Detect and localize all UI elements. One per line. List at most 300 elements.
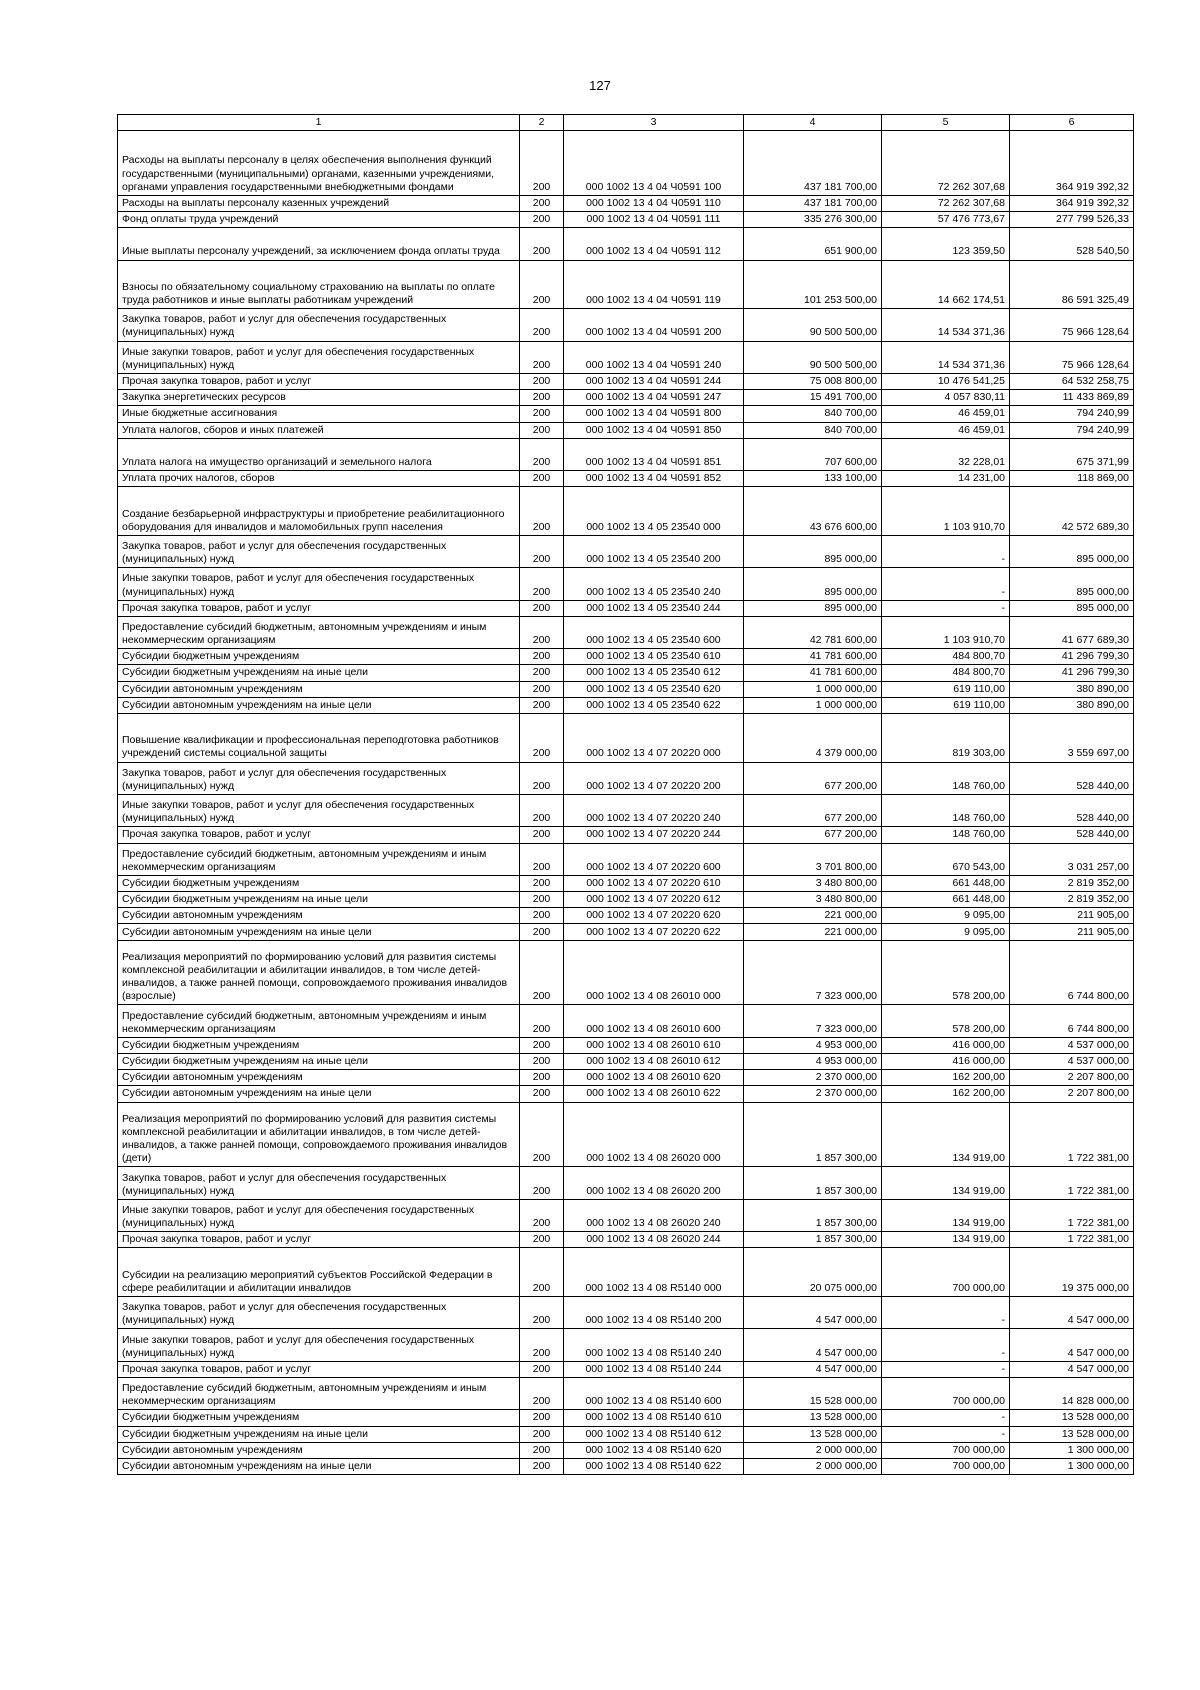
row-name-cell: Прочая закупка товаров, работ и услуг <box>118 373 520 389</box>
row-line-code-cell: 200 <box>520 390 564 406</box>
row-approved-amount-cell: 1 000 000,00 <box>744 697 882 713</box>
row-classification-code-cell: 000 1002 13 4 08 26020 240 <box>564 1199 744 1231</box>
row-approved-amount-cell: 90 500 500,00 <box>744 341 882 373</box>
column-header: 5 <box>882 115 1010 131</box>
row-approved-amount-cell: 895 000,00 <box>744 568 882 600</box>
row-classification-code-cell: 000 1002 13 4 05 23540 612 <box>564 665 744 681</box>
row-classification-code-cell: 000 1002 13 4 08 R5140 000 <box>564 1248 744 1297</box>
table-row <box>118 1458 1134 1474</box>
table-row <box>118 373 1134 389</box>
row-executed-amount-cell: - <box>882 1410 1010 1426</box>
row-name-cell: Предоставление субсидий бюджетным, автономным учреждениям и иным некоммерческим организациям <box>118 1377 520 1409</box>
row-approved-amount-cell: 437 181 700,00 <box>744 131 882 196</box>
row-remaining-amount-cell: 118 869,00 <box>1010 471 1134 487</box>
row-remaining-amount-cell: 3 559 697,00 <box>1010 713 1134 762</box>
row-line-code-cell: 200 <box>520 1167 564 1199</box>
page-number: 127 <box>589 78 611 93</box>
row-name-cell: Прочая закупка товаров, работ и услуг <box>118 600 520 616</box>
row-executed-amount-cell: 72 262 307,68 <box>882 195 1010 211</box>
row-name-cell: Иные закупки товаров, работ и услуг для обеспечения государственных (муниципальных) нужд <box>118 794 520 826</box>
row-name-cell: Закупка товаров, работ и услуг для обеспечения государственных (муниципальных) нужд <box>118 762 520 794</box>
row-classification-code-cell: 000 1002 13 4 07 20220 622 <box>564 924 744 940</box>
table-row <box>118 568 1134 600</box>
table-row <box>118 924 1134 940</box>
row-line-code-cell: 200 <box>520 1329 564 1361</box>
row-name-cell: Субсидии автономным учреждениям на иные цели <box>118 1086 520 1102</box>
row-line-code-cell: 200 <box>520 535 564 567</box>
row-remaining-amount-cell: 42 572 689,30 <box>1010 487 1134 536</box>
row-approved-amount-cell: 3 701 800,00 <box>744 843 882 875</box>
table-row <box>118 341 1134 373</box>
row-name-cell: Субсидии бюджетным учреждениям <box>118 1410 520 1426</box>
row-remaining-amount-cell: 6 744 800,00 <box>1010 1005 1134 1037</box>
column-header: 1 <box>118 115 520 131</box>
table-row <box>118 1054 1134 1070</box>
row-executed-amount-cell: 700 000,00 <box>882 1248 1010 1297</box>
row-classification-code-cell: 000 1002 13 4 04 Ч0591 800 <box>564 406 744 422</box>
row-line-code-cell: 200 <box>520 1086 564 1102</box>
row-remaining-amount-cell: 4 547 000,00 <box>1010 1296 1134 1328</box>
row-approved-amount-cell: 3 480 800,00 <box>744 875 882 891</box>
row-name-cell: Субсидии автономным учреждениям на иные цели <box>118 924 520 940</box>
row-classification-code-cell: 000 1002 13 4 05 23540 000 <box>564 487 744 536</box>
row-name-cell: Субсидии автономным учреждениям на иные цели <box>118 1458 520 1474</box>
row-classification-code-cell: 000 1002 13 4 07 20220 610 <box>564 875 744 891</box>
row-classification-code-cell: 000 1002 13 4 07 20220 000 <box>564 713 744 762</box>
row-executed-amount-cell: 416 000,00 <box>882 1054 1010 1070</box>
row-line-code-cell: 200 <box>520 762 564 794</box>
row-remaining-amount-cell: 13 528 000,00 <box>1010 1410 1134 1426</box>
row-approved-amount-cell: 13 528 000,00 <box>744 1426 882 1442</box>
row-name-cell: Закупка товаров, работ и услуг для обеспечения государственных (муниципальных) нужд <box>118 1296 520 1328</box>
row-approved-amount-cell: 1 857 300,00 <box>744 1199 882 1231</box>
row-name-cell: Повышение квалификации и профессиональная переподготовка работников учреждений системы социальной защиты <box>118 713 520 762</box>
row-approved-amount-cell: 41 781 600,00 <box>744 649 882 665</box>
row-line-code-cell: 200 <box>520 843 564 875</box>
table-row <box>118 195 1134 211</box>
row-remaining-amount-cell: 1 722 381,00 <box>1010 1102 1134 1167</box>
row-executed-amount-cell: - <box>882 1361 1010 1377</box>
row-classification-code-cell: 000 1002 13 4 04 Ч0591 111 <box>564 211 744 227</box>
row-line-code-cell: 200 <box>520 131 564 196</box>
row-executed-amount-cell: - <box>882 1426 1010 1442</box>
row-line-code-cell: 200 <box>520 438 564 470</box>
row-approved-amount-cell: 1 000 000,00 <box>744 681 882 697</box>
row-approved-amount-cell: 133 100,00 <box>744 471 882 487</box>
row-remaining-amount-cell: 6 744 800,00 <box>1010 940 1134 1005</box>
row-line-code-cell: 200 <box>520 713 564 762</box>
row-classification-code-cell: 000 1002 13 4 08 26010 622 <box>564 1086 744 1102</box>
table-row <box>118 1426 1134 1442</box>
table-row <box>118 827 1134 843</box>
table-header-row <box>118 115 1134 131</box>
row-approved-amount-cell: 4 547 000,00 <box>744 1329 882 1361</box>
row-executed-amount-cell: - <box>882 568 1010 600</box>
table-row <box>118 908 1134 924</box>
row-line-code-cell: 200 <box>520 1458 564 1474</box>
table-body <box>118 131 1134 1475</box>
row-executed-amount-cell: 9 095,00 <box>882 924 1010 940</box>
row-remaining-amount-cell: 64 532 258,75 <box>1010 373 1134 389</box>
row-approved-amount-cell: 1 857 300,00 <box>744 1167 882 1199</box>
row-executed-amount-cell: 134 919,00 <box>882 1232 1010 1248</box>
table-row <box>118 713 1134 762</box>
row-name-cell: Предоставление субсидий бюджетным, автономным учреждениям и иным некоммерческим организациям <box>118 616 520 648</box>
row-line-code-cell: 200 <box>520 406 564 422</box>
table-row <box>118 843 1134 875</box>
row-name-cell: Закупка энергетических ресурсов <box>118 390 520 406</box>
row-remaining-amount-cell: 528 440,00 <box>1010 827 1134 843</box>
column-header: 4 <box>744 115 882 131</box>
row-executed-amount-cell: 10 476 541,25 <box>882 373 1010 389</box>
row-approved-amount-cell: 707 600,00 <box>744 438 882 470</box>
row-remaining-amount-cell: 675 371,99 <box>1010 438 1134 470</box>
row-remaining-amount-cell: 75 966 128,64 <box>1010 309 1134 341</box>
row-executed-amount-cell: - <box>882 535 1010 567</box>
row-approved-amount-cell: 2 000 000,00 <box>744 1442 882 1458</box>
row-approved-amount-cell: 4 547 000,00 <box>744 1296 882 1328</box>
row-executed-amount-cell: 123 359,50 <box>882 228 1010 260</box>
row-name-cell: Предоставление субсидий бюджетным, автономным учреждениям и иным некоммерческим организациям <box>118 1005 520 1037</box>
row-classification-code-cell: 000 1002 13 4 04 Ч0591 200 <box>564 309 744 341</box>
row-name-cell: Иные закупки товаров, работ и услуг для обеспечения государственных (муниципальных) нужд <box>118 568 520 600</box>
row-remaining-amount-cell: 2 819 352,00 <box>1010 892 1134 908</box>
row-line-code-cell: 200 <box>520 195 564 211</box>
row-remaining-amount-cell: 794 240,99 <box>1010 422 1134 438</box>
row-executed-amount-cell: 9 095,00 <box>882 908 1010 924</box>
table-row <box>118 131 1134 196</box>
row-line-code-cell: 200 <box>520 827 564 843</box>
row-approved-amount-cell: 895 000,00 <box>744 600 882 616</box>
row-remaining-amount-cell: 4 547 000,00 <box>1010 1361 1134 1377</box>
table-row <box>118 600 1134 616</box>
row-executed-amount-cell: 661 448,00 <box>882 892 1010 908</box>
row-executed-amount-cell: 148 760,00 <box>882 794 1010 826</box>
row-remaining-amount-cell: 4 537 000,00 <box>1010 1037 1134 1053</box>
row-remaining-amount-cell: 1 722 381,00 <box>1010 1232 1134 1248</box>
row-approved-amount-cell: 41 781 600,00 <box>744 665 882 681</box>
row-executed-amount-cell: 46 459,01 <box>882 422 1010 438</box>
row-line-code-cell: 200 <box>520 1410 564 1426</box>
row-line-code-cell: 200 <box>520 908 564 924</box>
row-name-cell: Субсидии автономным учреждениям <box>118 1070 520 1086</box>
table-row <box>118 665 1134 681</box>
row-classification-code-cell: 000 1002 13 4 08 26010 610 <box>564 1037 744 1053</box>
row-classification-code-cell: 000 1002 13 4 08 R5140 612 <box>564 1426 744 1442</box>
row-name-cell: Расходы на выплаты персоналу в целях обеспечения выполнения функций государственными (муниципальными) органами, казенными учреждениями, органами управления государственными внебюджетными фондами <box>118 131 520 196</box>
row-approved-amount-cell: 3 480 800,00 <box>744 892 882 908</box>
row-remaining-amount-cell: 528 440,00 <box>1010 794 1134 826</box>
row-classification-code-cell: 000 1002 13 4 07 20220 200 <box>564 762 744 794</box>
row-classification-code-cell: 000 1002 13 4 05 23540 610 <box>564 649 744 665</box>
row-name-cell: Субсидии бюджетным учреждениям <box>118 1037 520 1053</box>
row-remaining-amount-cell: 14 828 000,00 <box>1010 1377 1134 1409</box>
row-classification-code-cell: 000 1002 13 4 07 20220 612 <box>564 892 744 908</box>
table-row <box>118 892 1134 908</box>
row-approved-amount-cell: 2 370 000,00 <box>744 1070 882 1086</box>
row-executed-amount-cell: 46 459,01 <box>882 406 1010 422</box>
table-row <box>118 260 1134 309</box>
row-remaining-amount-cell: 364 919 392,32 <box>1010 131 1134 196</box>
row-classification-code-cell: 000 1002 13 4 08 26020 000 <box>564 1102 744 1167</box>
row-name-cell: Субсидии автономным учреждениям <box>118 1442 520 1458</box>
row-line-code-cell: 200 <box>520 471 564 487</box>
row-name-cell: Субсидии на реализацию мероприятий субъектов Российской Федерации в сфере реабилитации и абилитации инвалидов <box>118 1248 520 1297</box>
row-line-code-cell: 200 <box>520 1296 564 1328</box>
row-classification-code-cell: 000 1002 13 4 07 20220 620 <box>564 908 744 924</box>
table-row <box>118 1442 1134 1458</box>
row-approved-amount-cell: 75 008 800,00 <box>744 373 882 389</box>
row-remaining-amount-cell: 1 722 381,00 <box>1010 1167 1134 1199</box>
table-row <box>118 1037 1134 1053</box>
row-line-code-cell: 200 <box>520 794 564 826</box>
row-remaining-amount-cell: 41 296 799,30 <box>1010 665 1134 681</box>
row-executed-amount-cell: 148 760,00 <box>882 762 1010 794</box>
row-classification-code-cell: 000 1002 13 4 05 23540 600 <box>564 616 744 648</box>
row-remaining-amount-cell: 364 919 392,32 <box>1010 195 1134 211</box>
row-name-cell: Иные закупки товаров, работ и услуг для обеспечения государственных (муниципальных) нужд <box>118 1329 520 1361</box>
row-remaining-amount-cell: 4 537 000,00 <box>1010 1054 1134 1070</box>
row-approved-amount-cell: 677 200,00 <box>744 827 882 843</box>
table-row <box>118 422 1134 438</box>
row-executed-amount-cell: 4 057 830,11 <box>882 390 1010 406</box>
table-row <box>118 1248 1134 1297</box>
row-name-cell: Субсидии автономным учреждениям на иные цели <box>118 697 520 713</box>
row-remaining-amount-cell: 41 296 799,30 <box>1010 649 1134 665</box>
budget-execution-table <box>117 114 1134 1475</box>
row-approved-amount-cell: 221 000,00 <box>744 924 882 940</box>
row-name-cell: Уплата прочих налогов, сборов <box>118 471 520 487</box>
row-remaining-amount-cell: 1 300 000,00 <box>1010 1458 1134 1474</box>
row-line-code-cell: 200 <box>520 1102 564 1167</box>
table-row <box>118 681 1134 697</box>
row-executed-amount-cell: 819 303,00 <box>882 713 1010 762</box>
row-line-code-cell: 200 <box>520 309 564 341</box>
row-name-cell: Прочая закупка товаров, работ и услуг <box>118 1232 520 1248</box>
row-remaining-amount-cell: 3 031 257,00 <box>1010 843 1134 875</box>
row-classification-code-cell: 000 1002 13 4 07 20220 244 <box>564 827 744 843</box>
row-name-cell: Закупка товаров, работ и услуг для обеспечения государственных (муниципальных) нужд <box>118 535 520 567</box>
row-executed-amount-cell: 484 800,70 <box>882 665 1010 681</box>
row-approved-amount-cell: 2 370 000,00 <box>744 1086 882 1102</box>
row-line-code-cell: 200 <box>520 1232 564 1248</box>
row-executed-amount-cell: 57 476 773,67 <box>882 211 1010 227</box>
row-approved-amount-cell: 677 200,00 <box>744 762 882 794</box>
row-line-code-cell: 200 <box>520 665 564 681</box>
row-approved-amount-cell: 20 075 000,00 <box>744 1248 882 1297</box>
row-name-cell: Субсидии бюджетным учреждениям на иные цели <box>118 665 520 681</box>
column-header: 2 <box>520 115 564 131</box>
row-approved-amount-cell: 335 276 300,00 <box>744 211 882 227</box>
row-classification-code-cell: 000 1002 13 4 04 Ч0591 247 <box>564 390 744 406</box>
row-executed-amount-cell: 14 534 371,36 <box>882 309 1010 341</box>
row-approved-amount-cell: 840 700,00 <box>744 406 882 422</box>
row-name-cell: Иные закупки товаров, работ и услуг для обеспечения государственных (муниципальных) нужд <box>118 341 520 373</box>
row-approved-amount-cell: 42 781 600,00 <box>744 616 882 648</box>
row-approved-amount-cell: 101 253 500,00 <box>744 260 882 309</box>
row-name-cell: Уплата налогов, сборов и иных платежей <box>118 422 520 438</box>
row-line-code-cell: 200 <box>520 1248 564 1297</box>
row-line-code-cell: 200 <box>520 228 564 260</box>
row-executed-amount-cell: 1 103 910,70 <box>882 616 1010 648</box>
row-approved-amount-cell: 7 323 000,00 <box>744 940 882 1005</box>
table-row <box>118 649 1134 665</box>
row-line-code-cell: 200 <box>520 422 564 438</box>
row-name-cell: Иные выплаты персоналу учреждений, за исключением фонда оплаты труда <box>118 228 520 260</box>
row-remaining-amount-cell: 13 528 000,00 <box>1010 1426 1134 1442</box>
row-line-code-cell: 200 <box>520 681 564 697</box>
row-classification-code-cell: 000 1002 13 4 04 Ч0591 852 <box>564 471 744 487</box>
table-row <box>118 794 1134 826</box>
row-name-cell: Прочая закупка товаров, работ и услуг <box>118 827 520 843</box>
row-executed-amount-cell: 619 110,00 <box>882 681 1010 697</box>
row-line-code-cell: 200 <box>520 649 564 665</box>
row-executed-amount-cell: 1 103 910,70 <box>882 487 1010 536</box>
table-row <box>118 1410 1134 1426</box>
table-row <box>118 1232 1134 1248</box>
row-remaining-amount-cell: 528 540,50 <box>1010 228 1134 260</box>
row-executed-amount-cell: - <box>882 1296 1010 1328</box>
table-row <box>118 1199 1134 1231</box>
row-name-cell: Закупка товаров, работ и услуг для обеспечения государственных (муниципальных) нужд <box>118 309 520 341</box>
table-row <box>118 1102 1134 1167</box>
row-approved-amount-cell: 651 900,00 <box>744 228 882 260</box>
row-classification-code-cell: 000 1002 13 4 04 Ч0591 119 <box>564 260 744 309</box>
row-approved-amount-cell: 1 857 300,00 <box>744 1102 882 1167</box>
row-approved-amount-cell: 1 857 300,00 <box>744 1232 882 1248</box>
row-classification-code-cell: 000 1002 13 4 08 26010 620 <box>564 1070 744 1086</box>
row-remaining-amount-cell: 2 207 800,00 <box>1010 1070 1134 1086</box>
row-remaining-amount-cell: 528 440,00 <box>1010 762 1134 794</box>
table-row <box>118 1361 1134 1377</box>
row-remaining-amount-cell: 2 207 800,00 <box>1010 1086 1134 1102</box>
row-line-code-cell: 200 <box>520 211 564 227</box>
row-classification-code-cell: 000 1002 13 4 04 Ч0591 851 <box>564 438 744 470</box>
row-executed-amount-cell: - <box>882 600 1010 616</box>
row-classification-code-cell: 000 1002 13 4 04 Ч0591 240 <box>564 341 744 373</box>
row-line-code-cell: 200 <box>520 260 564 309</box>
column-header: 3 <box>564 115 744 131</box>
table-row <box>118 309 1134 341</box>
row-approved-amount-cell: 7 323 000,00 <box>744 1005 882 1037</box>
row-remaining-amount-cell: 86 591 325,49 <box>1010 260 1134 309</box>
row-name-cell: Субсидии бюджетным учреждениям на иные цели <box>118 892 520 908</box>
row-line-code-cell: 200 <box>520 940 564 1005</box>
row-remaining-amount-cell: 211 905,00 <box>1010 924 1134 940</box>
row-line-code-cell: 200 <box>520 487 564 536</box>
row-approved-amount-cell: 4 379 000,00 <box>744 713 882 762</box>
row-approved-amount-cell: 2 000 000,00 <box>744 1458 882 1474</box>
row-classification-code-cell: 000 1002 13 4 08 R5140 240 <box>564 1329 744 1361</box>
row-classification-code-cell: 000 1002 13 4 08 26010 000 <box>564 940 744 1005</box>
row-name-cell: Субсидии бюджетным учреждениям на иные цели <box>118 1426 520 1442</box>
row-line-code-cell: 200 <box>520 1054 564 1070</box>
table-row <box>118 438 1134 470</box>
row-name-cell: Закупка товаров, работ и услуг для обеспечения государственных (муниципальных) нужд <box>118 1167 520 1199</box>
row-classification-code-cell: 000 1002 13 4 08 26020 244 <box>564 1232 744 1248</box>
table-row <box>118 390 1134 406</box>
row-classification-code-cell: 000 1002 13 4 04 Ч0591 100 <box>564 131 744 196</box>
row-executed-amount-cell: - <box>882 1329 1010 1361</box>
row-name-cell: Субсидии бюджетным учреждениям <box>118 875 520 891</box>
row-remaining-amount-cell: 2 819 352,00 <box>1010 875 1134 891</box>
row-name-cell: Субсидии бюджетным учреждениям на иные цели <box>118 1054 520 1070</box>
column-header: 6 <box>1010 115 1134 131</box>
row-approved-amount-cell: 13 528 000,00 <box>744 1410 882 1426</box>
row-executed-amount-cell: 661 448,00 <box>882 875 1010 891</box>
row-line-code-cell: 200 <box>520 373 564 389</box>
row-name-cell: Иные закупки товаров, работ и услуг для обеспечения государственных (муниципальных) нужд <box>118 1199 520 1231</box>
row-line-code-cell: 200 <box>520 1377 564 1409</box>
row-line-code-cell: 200 <box>520 341 564 373</box>
row-approved-amount-cell: 4 547 000,00 <box>744 1361 882 1377</box>
row-remaining-amount-cell: 794 240,99 <box>1010 406 1134 422</box>
row-classification-code-cell: 000 1002 13 4 04 Ч0591 850 <box>564 422 744 438</box>
row-name-cell: Прочая закупка товаров, работ и услуг <box>118 1361 520 1377</box>
row-remaining-amount-cell: 11 433 869,89 <box>1010 390 1134 406</box>
row-approved-amount-cell: 4 953 000,00 <box>744 1054 882 1070</box>
row-line-code-cell: 200 <box>520 616 564 648</box>
row-name-cell: Реализация мероприятий по формированию условий для развития системы комплексной реабилитации и абилитации инвалидов, в том числе детей-инвалидов, а также ранней помощи, сопровождаемого проживания инвалидов (дети) <box>118 1102 520 1167</box>
row-executed-amount-cell: 14 534 371,36 <box>882 341 1010 373</box>
row-approved-amount-cell: 43 676 600,00 <box>744 487 882 536</box>
row-executed-amount-cell: 700 000,00 <box>882 1458 1010 1474</box>
row-line-code-cell: 200 <box>520 600 564 616</box>
row-approved-amount-cell: 221 000,00 <box>744 908 882 924</box>
row-name-cell: Субсидии автономным учреждениям <box>118 908 520 924</box>
row-executed-amount-cell: 72 262 307,68 <box>882 131 1010 196</box>
table-row <box>118 1070 1134 1086</box>
row-remaining-amount-cell: 1 722 381,00 <box>1010 1199 1134 1231</box>
row-classification-code-cell: 000 1002 13 4 08 26010 612 <box>564 1054 744 1070</box>
row-executed-amount-cell: 416 000,00 <box>882 1037 1010 1053</box>
table-row <box>118 762 1134 794</box>
row-classification-code-cell: 000 1002 13 4 08 R5140 622 <box>564 1458 744 1474</box>
table-row <box>118 697 1134 713</box>
row-executed-amount-cell: 14 231,00 <box>882 471 1010 487</box>
row-line-code-cell: 200 <box>520 1070 564 1086</box>
row-name-cell: Фонд оплаты труда учреждений <box>118 211 520 227</box>
row-approved-amount-cell: 677 200,00 <box>744 794 882 826</box>
row-classification-code-cell: 000 1002 13 4 08 R5140 620 <box>564 1442 744 1458</box>
table-row <box>118 535 1134 567</box>
row-line-code-cell: 200 <box>520 697 564 713</box>
row-classification-code-cell: 000 1002 13 4 04 Ч0591 110 <box>564 195 744 211</box>
row-approved-amount-cell: 15 491 700,00 <box>744 390 882 406</box>
row-remaining-amount-cell: 75 966 128,64 <box>1010 341 1134 373</box>
row-executed-amount-cell: 484 800,70 <box>882 649 1010 665</box>
row-line-code-cell: 200 <box>520 1005 564 1037</box>
row-name-cell: Взносы по обязательному социальному страхованию на выплаты по оплате труда работников и иные выплаты работникам учреждений <box>118 260 520 309</box>
row-executed-amount-cell: 578 200,00 <box>882 940 1010 1005</box>
row-remaining-amount-cell: 4 547 000,00 <box>1010 1329 1134 1361</box>
row-approved-amount-cell: 15 528 000,00 <box>744 1377 882 1409</box>
row-name-cell: Предоставление субсидий бюджетным, автономным учреждениям и иным некоммерческим организациям <box>118 843 520 875</box>
row-line-code-cell: 200 <box>520 1037 564 1053</box>
row-remaining-amount-cell: 211 905,00 <box>1010 908 1134 924</box>
row-remaining-amount-cell: 380 890,00 <box>1010 697 1134 713</box>
row-executed-amount-cell: 148 760,00 <box>882 827 1010 843</box>
row-remaining-amount-cell: 19 375 000,00 <box>1010 1248 1134 1297</box>
row-executed-amount-cell: 162 200,00 <box>882 1070 1010 1086</box>
table-row <box>118 228 1134 260</box>
row-line-code-cell: 200 <box>520 1442 564 1458</box>
table-row <box>118 471 1134 487</box>
row-executed-amount-cell: 670 543,00 <box>882 843 1010 875</box>
row-executed-amount-cell: 578 200,00 <box>882 1005 1010 1037</box>
row-line-code-cell: 200 <box>520 875 564 891</box>
table-row <box>118 1377 1134 1409</box>
